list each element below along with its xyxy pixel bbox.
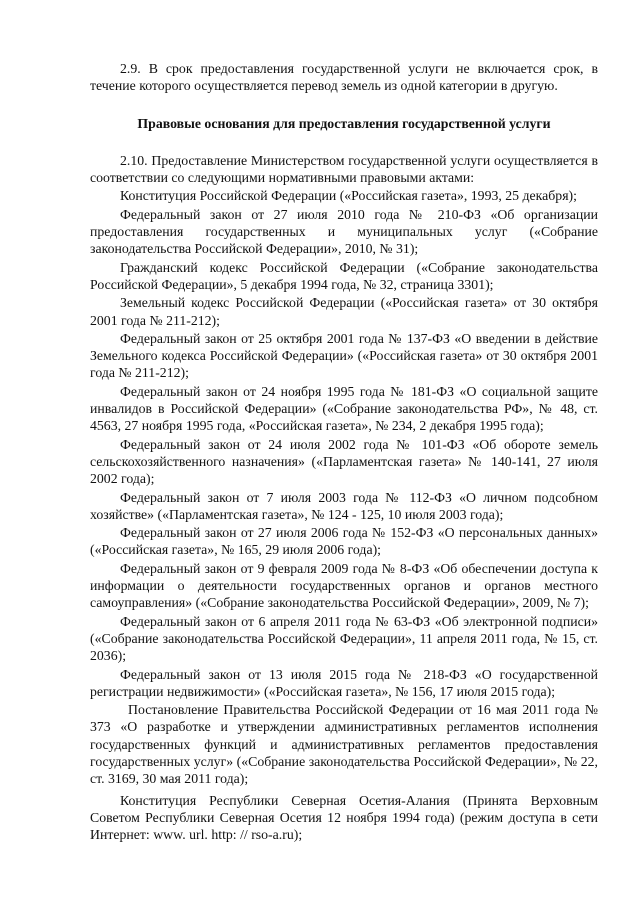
legal-act-item: Федеральный закон от 27 июля 2006 года № 152-ФЗ «О персональных данных» («Российская газета», № 165, 29 июля 2006 года); bbox=[90, 525, 598, 558]
legal-act-item: Федеральный закон от 27 июля 2010 года № 210-ФЗ «Об организации предоставления государственных и муниципальных услуг («Собрание законодательства Российской Федерации», 2010, № 31); bbox=[90, 206, 598, 257]
legal-act-item: Земельный кодекс Российской Федерации («Российская газета» от 30 октября 2001 года № 211-212); bbox=[90, 295, 598, 328]
legal-act-item: Федеральный закон от 13 июля 2015 года № 218-ФЗ «О государственной регистрации недвижимости» («Российская газета», № 156, 17 июля 2015 года); bbox=[90, 666, 598, 699]
legal-act-item: Конституция Республики Северная Осетия-Алания (Принята Верховным Советом Республики Северная Осетия 12 ноября 1994 года) (режим доступа в сети Интернет: www. url. http: // rso-a.ru); bbox=[90, 792, 598, 843]
legal-act-item: Постановление Правительства Российской Федерации от 16 мая 2011 года № 373 «О разработке и утверждении административных регламентов исполнения государственных функций и административных регламентов предоставления государственных услуг» («Собрание законодательства Российской Федерации», № 22, ст. 3169, 30 мая 2011 года); bbox=[90, 702, 598, 787]
paragraph-2-10: 2.10. Предоставление Министерством государственной услуги осуществляется в соответствии со следующими нормативными правовыми актами: bbox=[90, 152, 598, 186]
section-heading: Правовые основания для предоставления государственной услуги bbox=[137, 115, 551, 131]
legal-act-item: Гражданский кодекс Российской Федерации («Собрание законодательства Российской Федерации», 5 декабря 1994 года, № 32, страница 3301); bbox=[90, 259, 598, 292]
legal-act-item: Конституция Российской Федерации («Российская газета», 1993, 25 декабря); bbox=[120, 188, 577, 204]
legal-act-item: Федеральный закон от 24 ноября 1995 года № 181-ФЗ «О социальной защите инвалидов в Российской Федерации» («Собрание законодательства РФ», № 48, ст. 4563, 27 ноября 1995 года, «Российская газета», № 234, 2 декабря 1995 года); bbox=[90, 383, 598, 434]
legal-acts-list bbox=[90, 187, 598, 843]
legal-act-item: Федеральный закон от 9 февраля 2009 года № 8-ФЗ «Об обеспечении доступа к информации о деятельности государственных органов и органов местного самоуправления» («Собрание законодательства Российской Федерации», 2009, № 7); bbox=[90, 560, 598, 611]
document-page bbox=[90, 60, 598, 844]
legal-act-item: Федеральный закон от 6 апреля 2011 года № 63-ФЗ «Об электронной подписи» («Собрание законодательства Российской Федерации», 11 апреля 2011 года, № 15, ст. 2036); bbox=[90, 613, 598, 664]
paragraph-2-9: 2.9. В срок предоставления государственной услуги не включается срок, в течение которого осуществляется перевод земель из одной категории в другую. bbox=[90, 61, 598, 94]
legal-act-item: Федеральный закон от 7 июля 2003 года № 112-ФЗ «О личном подсобном хозяйстве» («Парламентская газета», № 124 - 125, 10 июля 2003 года); bbox=[90, 489, 598, 522]
legal-act-item: Федеральный закон от 25 октября 2001 года № 137-ФЗ «О введении в действие Земельного кодекса Российской Федерации» («Российская газета» от 30 октября 2001 года № 211-212); bbox=[90, 330, 598, 381]
legal-act-item: Федеральный закон от 24 июля 2002 года № 101-ФЗ «Об обороте земель сельскохозяйственного назначения» («Парламентская газета» № 140-141, 27 июля 2002 года); bbox=[90, 436, 598, 487]
